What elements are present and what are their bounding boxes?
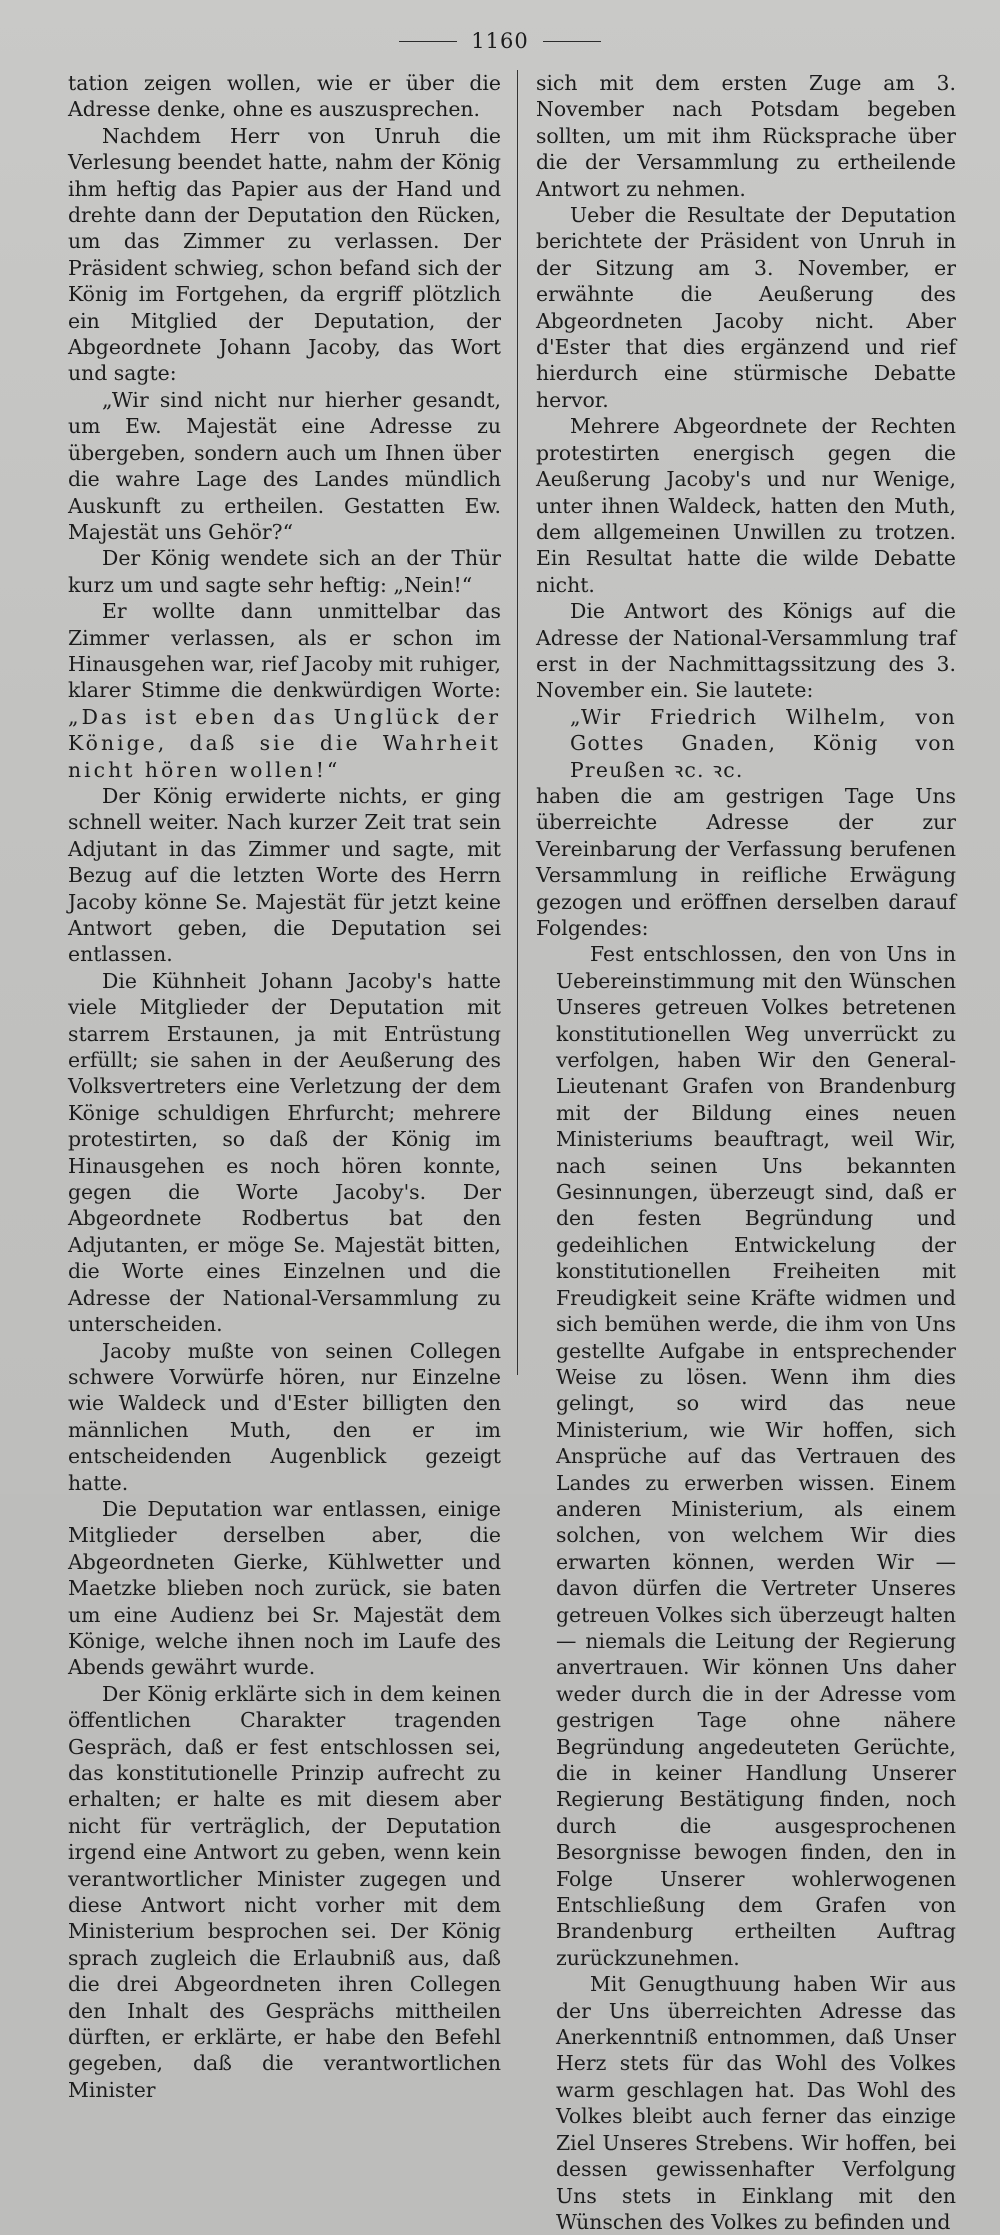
page-header: [0, 26, 1000, 56]
left-paragraph-2: Nachdem Herr von Unruh die Verlesung beendet hatte, nahm der König ihm heftig das Papier aus der Hand und drehte dann der Deputation den Rücken, um das Zimmer zu verlassen. Der Präsident schwieg, schon befand sich der König im Fortgehen, da ergriff plötzlich ein Mitglied der Deputation, der Abgeordnete Johann Jacoby, das Wort und sagte:: [68, 123, 501, 386]
spaced-quote: „Das ist eben das Unglück der Könige, daß sie die Wahrheit nicht hören wollen!“: [68, 704, 501, 782]
right-paragraph-3: Mehrere Abgeordnete der Rechten protestirten energisch gegen die Aeußerung Jacoby's und nur Wenige, unter ihnen Waldeck, hatten den Muth, dem allgemeinen Unwillen zu trotzen. Ein Resultat hatte die wilde Debatte nicht.: [536, 414, 956, 597]
left-paragraph-4: Der König wendete sich an der Thür kurz um und sagte sehr heftig: „Nein!“: [68, 546, 501, 597]
left-paragraph-1: tation zeigen wollen, wie er über die Adresse denke, ohne es auszusprechen.: [68, 71, 501, 122]
page-number: 1160: [471, 29, 529, 53]
right-column: [536, 70, 956, 2234]
left-column: [68, 70, 501, 2102]
left-paragraph-5-text: Er wollte dann unmittelbar das Zimmer verlassen, als er schon im Hinausgehen war, rief Jacoby mit ruhiger, klarer Stimme die denkwürdigen Worte:: [68, 599, 501, 703]
royal-address-opening: haben die am gestrigen Tage Uns überreichte Adresse der zur Vereinbarung der Verfassung berufenen Versammlung in reifliche Erwägung gezogen und eröffnen derselben darauf Folgendes:: [536, 783, 956, 940]
left-paragraph-9: Die Deputation war entlassen, einige Mitglieder derselben aber, die Abgeordneten Gierke, Kühlwetter und Maetzke blieben noch zurück, sie baten um eine Audienz bei Sr. Majestät dem Könige, welche ihnen noch im Laufe des Abends gewährt wurde.: [68, 1496, 501, 1680]
left-paragraph-10: Der König erklärte sich in dem keinen öffentlichen Charakter tragenden Gespräch, daß er fest entschlossen sei, das konstitutionelle Prinzip aufrecht zu erhalten; er halte es mit diesem aber nicht für verträglich, der Deputation irgend eine Antwort zu geben, wenn kein verantwortlicher Minister zugegen und diese Antwort nicht vorher mit dem Ministerium besprochen sei. Der König sprach zugleich die Erlaubniß aus, daß die drei Abgeordneten ihren Collegen den Inhalt des Gesprächs mittheilen dürften, er erklärte, er habe den Befehl gegeben, daß die verantwortlichen Minister: [68, 1681, 501, 2102]
royal-address-body-1: Fest entschlossen, den von Uns in Uebereinstimmung mit den Wünschen Unseres getreuen Volkes betretenen konstitutionellen Weg unverrückt zu verfolgen, haben Wir den General-Lieutenant Grafen von Brandenburg mit der Bildung eines neuen Ministeriums beauftragt, weil Wir, nach seinen Uns bekannten Gesinnungen, überzeugt sind, daß er den festen Begründung und gedeihlichen Entwickelung der konstitutionellen Freiheiten mit Freudigkeit seine Kräfte widmen und sich bemühen werde, die ihm von Uns gestellte Aufgabe in entsprechender Weise zu lösen. Wenn ihm dies gelingt, so wird das neue Ministerium, wie Wir hoffen, sich Ansprüche auf das Vertrauen des Landes zu erwerben wissen. Einem anderen Ministerium, als einem solchen, von welchem Wir dies erwarten können, werden Wir — davon dürfen die Vertreter Unseres getreuen Volkes sich überzeugt halten — niemals die Leitung der Regierung anvertrauen. Wir können Uns daher weder durch die in der Adresse vom gestrigen Tage ohne nähere Begründung angedeuteten Gerüchte, die in keiner Handlung Unserer Regierung Bestätigung finden, noch durch die ausgesprochenen Besorgnisse bewogen finden, den in Folge Unserer wohlerwogenen Entschließung dem Grafen von Brandenburg ertheilten Auftrag zurückzunehmen.: [556, 942, 956, 1970]
left-paragraph-6: Der König erwiderte nichts, er ging schnell weiter. Nach kurzer Zeit trat sein Adjutant in das Zimmer und sagte, mit Bezug auf die letzten Worte des Herrn Jacoby könne Se. Majestät für jetzt keine Antwort geben, die Deputation sei entlassen.: [68, 783, 501, 967]
royal-address-heading: „Wir Friedrich Wilhelm, von Gottes Gnaden, König von Preußen ꝛc. ꝛc.: [570, 704, 956, 782]
left-paragraph-3: „Wir sind nicht nur hierher gesandt, um Ew. Majestät eine Adresse zu übergeben, sondern auch um Ihnen über die wahre Lage des Landes mündlich Auskunft zu ertheilen. Gestatten Ew. Majestät uns Gehör?“: [68, 387, 501, 544]
right-paragraph-2: Ueber die Resultate der Deputation berichtete der Präsident von Unruh in der Sitzung am 3. November, er erwähnte die Aeußerung des Abgeordneten Jacoby nicht. Aber d'Ester that dies ergänzend und rief hierdurch eine stürmische Debatte hervor.: [536, 203, 956, 412]
left-paragraph-7: Die Kühnheit Johann Jacoby's hatte viele Mitglieder der Deputation mit starrem Erstaunen, ja mit Entrüstung erfüllt; sie sahen in der Aeußerung des Volksvertreters eine Verletzung der dem Könige schuldigen Ehrfurcht; mehrere protestirten, so daß der König im Hinausgehen es noch hören konnte, gegen die Worte Jacoby's. Der Abgeordnete Rodbertus bat den Adjutanten, er möge Se. Majestät bitten, die Worte eines Einzelnen und die Adresse der National-Versammlung zu unterscheiden.: [68, 968, 501, 1337]
right-paragraph-1: sich mit dem ersten Zuge am 3. November nach Potsdam begeben sollten, um mit ihm Rücksprache über die der Versammlung zu ertheilende Antwort zu nehmen.: [536, 71, 956, 201]
left-paragraph-5: [68, 598, 501, 783]
column-divider: [517, 70, 518, 1375]
header-rule-left: [399, 41, 457, 42]
royal-address-body-2: Mit Genugthuung haben Wir aus der Uns überreichten Adresse das Anerkenntniß entnommen, daß Unser Herz stets für das Wohl des Volkes warm geschlagen hat. Das Wohl des Volkes bleibt auch ferner das einzige Ziel Unseres Strebens. Wir hoffen, bei dessen gewissenhafter Verfolgung Uns stets in Einklang mit den Wünschen des Volkes zu befinden und: [556, 1972, 956, 2234]
right-paragraph-4: Die Antwort des Königs auf die Adresse der National-Versammlung traf erst in der Nachmittagssitzung des 3. November ein. Sie lautete:: [536, 599, 956, 703]
header-rule-right: [543, 41, 601, 42]
left-paragraph-8: Jacoby mußte von seinen Collegen schwere Vorwürfe hören, nur Einzelne wie Waldeck und d'Ester billigten den männlichen Muth, den er im entscheidenden Augenblick gezeigt hatte.: [68, 1338, 501, 1495]
